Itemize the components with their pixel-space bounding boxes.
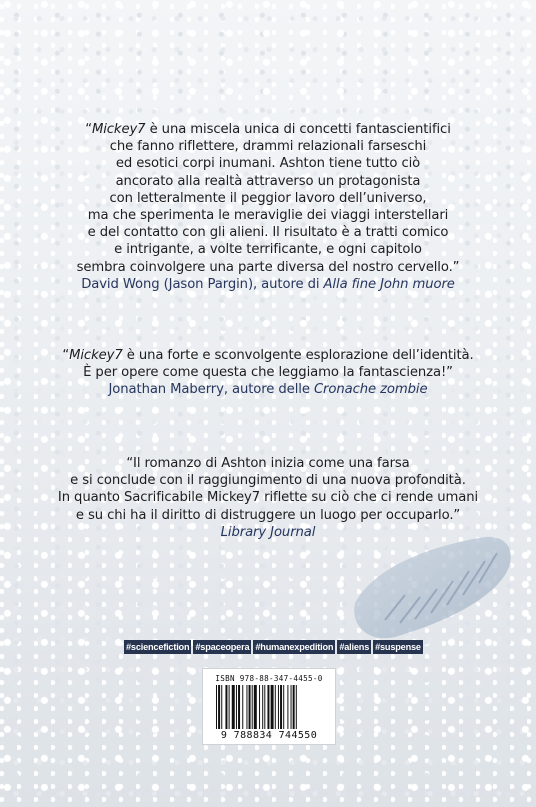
barcode-bar [278, 685, 279, 729]
hashtag-suspense: #suspense [375, 642, 421, 652]
barcode-bar [254, 685, 257, 729]
barcode-bar [252, 685, 253, 729]
barcode-bar [249, 685, 251, 729]
barcode-bar [221, 685, 222, 729]
footprint-in-snow [345, 525, 515, 645]
quote-line: ed esotici corpi inumani. Ashton tiene tutto ciò [115, 156, 421, 172]
quote-line: “Mickey7 è una forte e sconvolgente esplorazione dell’identità. [62, 348, 474, 363]
quote-attribution: Jonathan Maberry, autore delle Cronache zombie [108, 382, 428, 398]
quote-attribution: Library Journal [220, 524, 316, 540]
barcode-bar [259, 685, 260, 729]
barcode-bar [271, 685, 274, 729]
quote-line: “Mickey7 è una miscela unica di concetti fantascientifici [85, 122, 451, 137]
book-title: Mickey7 [69, 348, 123, 363]
quote-line: e si conclude con il raggiungimento di una nuova profondità. [70, 473, 466, 489]
barcode-bar [216, 685, 217, 729]
quote-line: e su chi ha il diritto di distruggere un luogo per occuparlo.” [75, 507, 461, 523]
barcode-bars [216, 685, 324, 729]
quote-line: sembra coinvolgere una parte diversa del nostro cervello.” [76, 259, 460, 275]
isbn-barcode [202, 668, 336, 745]
barcode-bar [218, 685, 220, 729]
hashtag-spaceopera: #spaceopera [195, 642, 250, 652]
quote-line: che fanno riflettere, drammi relazionali farseschi [109, 139, 427, 155]
barcode-bar [293, 685, 295, 729]
barcode-bar [242, 685, 243, 729]
quote-line: In quanto Sacrificabile Mickey7 riflette su ciò che ci rende umani [57, 490, 479, 506]
barcode-bar [287, 685, 288, 729]
hashtag-aliens: #aliens [339, 642, 370, 652]
quote-line: “Il romanzo di Ashton inizia come una farsa [126, 456, 410, 471]
quote-jonathan-maberry [0, 347, 536, 399]
hashtag-sciencefiction: #sciencefiction [126, 642, 190, 652]
book-title: Mickey7 [91, 122, 146, 137]
hashtag-bar [124, 640, 421, 654]
isbn-label: ISBN 978-88-347-4455-0 [215, 674, 323, 683]
quote-line: ma che sperimenta le meraviglie dei viaggi interstellari [87, 208, 449, 224]
barcode-bar [267, 685, 269, 729]
barcode-bar [232, 685, 235, 729]
barcode-bar [280, 685, 282, 729]
quote-line: È per opere come questa che leggiamo la fantascienza!” [83, 365, 453, 381]
hashtag-humanexpedition: #humanexpedition [255, 642, 334, 652]
isbn-number: 9 788834 744550 [220, 730, 318, 741]
barcode-bar [236, 685, 237, 729]
barcode-bar [225, 685, 227, 729]
quote-line: e del contatto con gli alieni. Il risultato è a tratti comico [87, 225, 449, 241]
barcode-bar [296, 685, 297, 729]
barcode-bar [262, 685, 263, 729]
quote-line: e intrigante, a volte terrificante, e ogni capitolo [114, 242, 422, 258]
attribution-book-title: Alla fine John muore [323, 276, 455, 292]
barcode-bar [291, 685, 292, 729]
quote-attribution: David Wong (Jason Pargin), autore di Alla fine John muore [81, 276, 455, 292]
attribution-book-title: Cronache zombie [313, 382, 428, 398]
barcode-bar [283, 685, 284, 729]
barcode-bar [238, 685, 240, 729]
barcode-bar [229, 685, 230, 729]
quote-david-wong [0, 121, 536, 293]
barcode-bar [246, 685, 247, 729]
quote-line: con letteralmente il peggior lavoro dell’universo, [109, 190, 427, 206]
barcode-bar [264, 685, 265, 729]
quote-line: ancorato alla realtà attraverso un protagonista [115, 173, 421, 189]
barcode-bar [275, 685, 276, 729]
